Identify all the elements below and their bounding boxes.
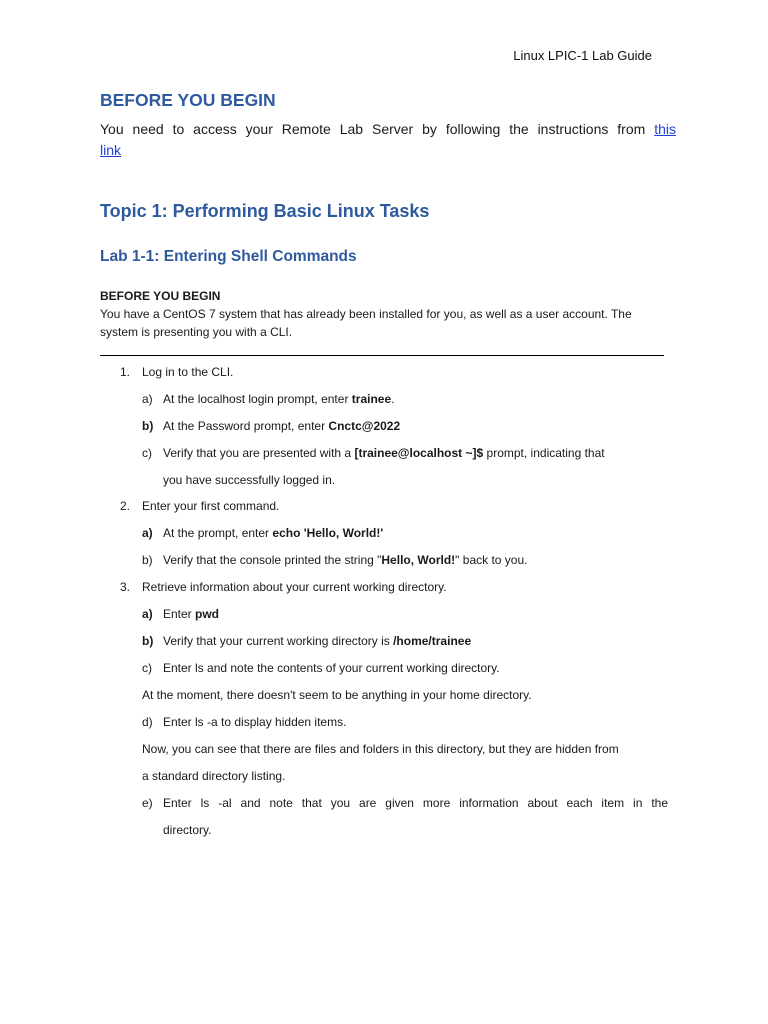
substep-text-plain: . bbox=[391, 392, 395, 406]
substep-text-plain: Verify that the console printed the string " bbox=[163, 553, 382, 567]
substep-command: [trainee@localhost ~]$ bbox=[354, 446, 484, 460]
step-2b bbox=[100, 550, 668, 577]
lab-description: You have a CentOS 7 system that has already been installed for you, as well as a user account. The system is presenting you with a CLI. bbox=[100, 307, 632, 339]
substep-command: ls bbox=[195, 661, 204, 675]
divider bbox=[100, 355, 664, 356]
step-text: Retrieve information about your current working directory. bbox=[142, 580, 447, 594]
substep-text bbox=[163, 523, 668, 543]
substep-command: echo 'Hello, World!' bbox=[272, 526, 384, 540]
step-3-note-1 bbox=[100, 685, 668, 712]
substep-text-continued: directory. bbox=[163, 823, 212, 837]
substep-text-plain: Enter bbox=[163, 661, 196, 675]
substep-text bbox=[163, 550, 668, 570]
step-1c-continued bbox=[100, 470, 668, 496]
substep-command: Cnctc@2022 bbox=[328, 419, 401, 433]
substep-letter: b) bbox=[142, 634, 154, 648]
this-link-part-1[interactable]: this bbox=[654, 121, 676, 137]
substep-letter: e) bbox=[142, 796, 153, 810]
remote-lab-instructions bbox=[100, 119, 676, 161]
substep-text-plain: Enter bbox=[163, 715, 196, 729]
substep-command: ls -a bbox=[195, 715, 218, 729]
substep-text-plain: to display hidden items. bbox=[217, 715, 347, 729]
step-3b bbox=[100, 631, 668, 658]
step-1a bbox=[100, 389, 668, 416]
instructions-line-2 bbox=[100, 140, 676, 161]
step-text: Log in to the CLI. bbox=[142, 365, 234, 379]
this-link-part-2[interactable]: link bbox=[100, 142, 122, 158]
substep-text-plain: At the Password prompt, enter bbox=[163, 419, 329, 433]
step-1c bbox=[100, 443, 668, 470]
substep-text-plain: At the prompt, enter bbox=[163, 526, 273, 540]
step-3e bbox=[100, 793, 668, 820]
substep-letter: a) bbox=[142, 607, 153, 621]
substep-text-plain: " back to you. bbox=[455, 553, 528, 567]
step-3e-continued bbox=[100, 820, 668, 846]
step-3-note-2 bbox=[100, 739, 668, 766]
substep-letter: b) bbox=[142, 419, 154, 433]
substep-text-plain: Verify that you are presented with a bbox=[163, 446, 355, 460]
step-2 bbox=[100, 496, 668, 523]
substep-text-plain: Enter bbox=[163, 607, 196, 621]
substep-text bbox=[163, 712, 668, 732]
step-number: 1. bbox=[120, 365, 131, 379]
step-3-note-2-continued bbox=[100, 766, 668, 793]
substep-text bbox=[163, 631, 668, 651]
substep-text-plain: prompt, indicating that bbox=[483, 446, 605, 460]
note-text-continued: a standard directory listing. bbox=[142, 769, 286, 783]
substep-text-plain: Enter bbox=[163, 796, 201, 810]
substep-text-plain: Verify that your current working directory is bbox=[163, 634, 394, 648]
substep-text bbox=[163, 658, 668, 678]
substep-text bbox=[163, 443, 668, 463]
page-header: Linux LPIC-1 Lab Guide bbox=[513, 48, 652, 63]
substep-letter: a) bbox=[142, 526, 153, 540]
step-3 bbox=[100, 577, 668, 604]
substep-letter: d) bbox=[142, 715, 153, 729]
step-3d bbox=[100, 712, 668, 739]
lab-heading: Lab 1-1: Entering Shell Commands bbox=[100, 248, 357, 265]
instructions-text: You need to access your Remote Lab Server by following the instructions from bbox=[100, 121, 655, 137]
substep-command: Hello, World! bbox=[381, 553, 456, 567]
substep-command: /home/trainee bbox=[393, 634, 472, 648]
substep-text bbox=[163, 793, 668, 813]
step-number: 3. bbox=[120, 580, 131, 594]
step-2a bbox=[100, 523, 668, 550]
step-number: 2. bbox=[120, 499, 131, 513]
step-1b bbox=[100, 416, 668, 443]
substep-command: pwd bbox=[195, 607, 220, 621]
step-text: Enter your first command. bbox=[142, 499, 280, 513]
substep-text bbox=[163, 416, 668, 436]
substep-letter: a) bbox=[142, 392, 153, 406]
substep-letter: c) bbox=[142, 446, 152, 460]
step-3c bbox=[100, 658, 668, 685]
substep-command: trainee bbox=[351, 392, 392, 406]
topic-heading: Topic 1: Performing Basic Linux Tasks bbox=[100, 201, 430, 221]
substep-text-plain: and note that you are given more information about each item in the bbox=[231, 796, 669, 810]
substep-text-plain: At the localhost login prompt, enter bbox=[163, 392, 352, 406]
substep-text bbox=[163, 604, 668, 624]
note-text: At the moment, there doesn't seem to be anything in your home directory. bbox=[142, 688, 532, 702]
step-1 bbox=[100, 362, 668, 389]
substep-command: ls -al bbox=[200, 796, 232, 810]
step-3a bbox=[100, 604, 668, 631]
substep-text bbox=[163, 389, 668, 409]
substep-letter: b) bbox=[142, 553, 153, 567]
note-text: Now, you can see that there are files and folders in this directory, but they are hidden from bbox=[142, 742, 619, 756]
instructions-line-1 bbox=[100, 119, 676, 140]
lab-before-label: BEFORE YOU BEGIN bbox=[100, 289, 221, 303]
substep-text-plain: and note the contents of your current working directory. bbox=[203, 661, 500, 675]
before-you-begin-heading: BEFORE YOU BEGIN bbox=[100, 90, 276, 110]
substep-letter: c) bbox=[142, 661, 152, 675]
substep-text-continued: you have successfully logged in. bbox=[163, 473, 336, 487]
steps-list bbox=[100, 362, 668, 846]
